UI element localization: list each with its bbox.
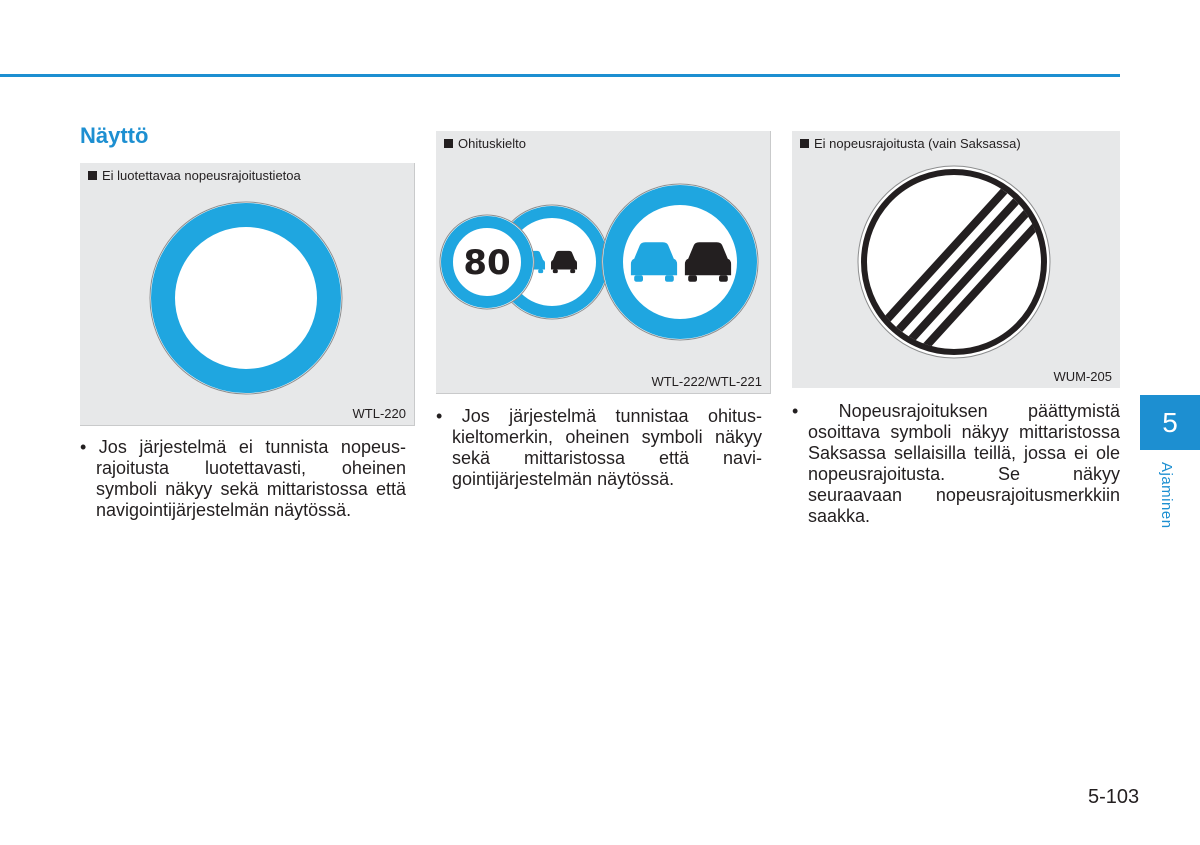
end-of-all-restrictions-sign-icon [792, 131, 1120, 388]
chapter-title: Ajaminen [1158, 462, 1175, 529]
no-overtaking-sign-icon [602, 184, 758, 340]
speed-limit-value: 80 [463, 243, 511, 283]
sign-group [436, 131, 770, 393]
top-rule [0, 74, 1120, 77]
figure-caption: Ohituskielto [444, 136, 526, 151]
figure-no-overtaking [436, 131, 771, 394]
section-heading: Näyttö [80, 123, 149, 148]
figure-code: WTL-220 [352, 406, 406, 421]
bullet-text-unreliable-limit: • Jos järjestelmä ei tunnista nopeusrajoitusta luotettavasti, oheinen symboli näkyy sekä mittaristossa että navigointijärjestelmän näytössä. [80, 437, 406, 520]
figure-code: WTL-222/WTL-221 [651, 374, 762, 389]
bullet-text-end-of-limits: • Nopeusrajoituksen päättymistä osoittava symboli näkyy mittaristossa Saksassa sellaisilla teillä, jossa ei ole nopeusrajoitusta. Se näkyy seuraavaan nopeusrajoitusmerkkiin saakka. [792, 401, 1120, 526]
figure-end-of-limits [792, 131, 1120, 388]
chapter-tab: 5 [1140, 395, 1200, 450]
bullet-text-no-overtaking: • Jos järjestelmä tunnistaa ohituskieltomerkin, oheinen symboli näkyy sekä mittaristossa että navigointijärjestelmän näytössä. [436, 406, 762, 489]
blue-ring-sign-icon [80, 163, 414, 425]
figure-code: WUM-205 [1053, 369, 1112, 384]
page-number: 5-103 [1088, 786, 1140, 808]
figure-caption: Ei luotettavaa nopeusrajoitustietoa [88, 168, 301, 183]
figure-unreliable-speed-limit [80, 163, 415, 426]
figure-caption: Ei nopeusrajoitusta (vain Saksassa) [800, 136, 1021, 151]
speed-limit-icon [440, 215, 534, 309]
